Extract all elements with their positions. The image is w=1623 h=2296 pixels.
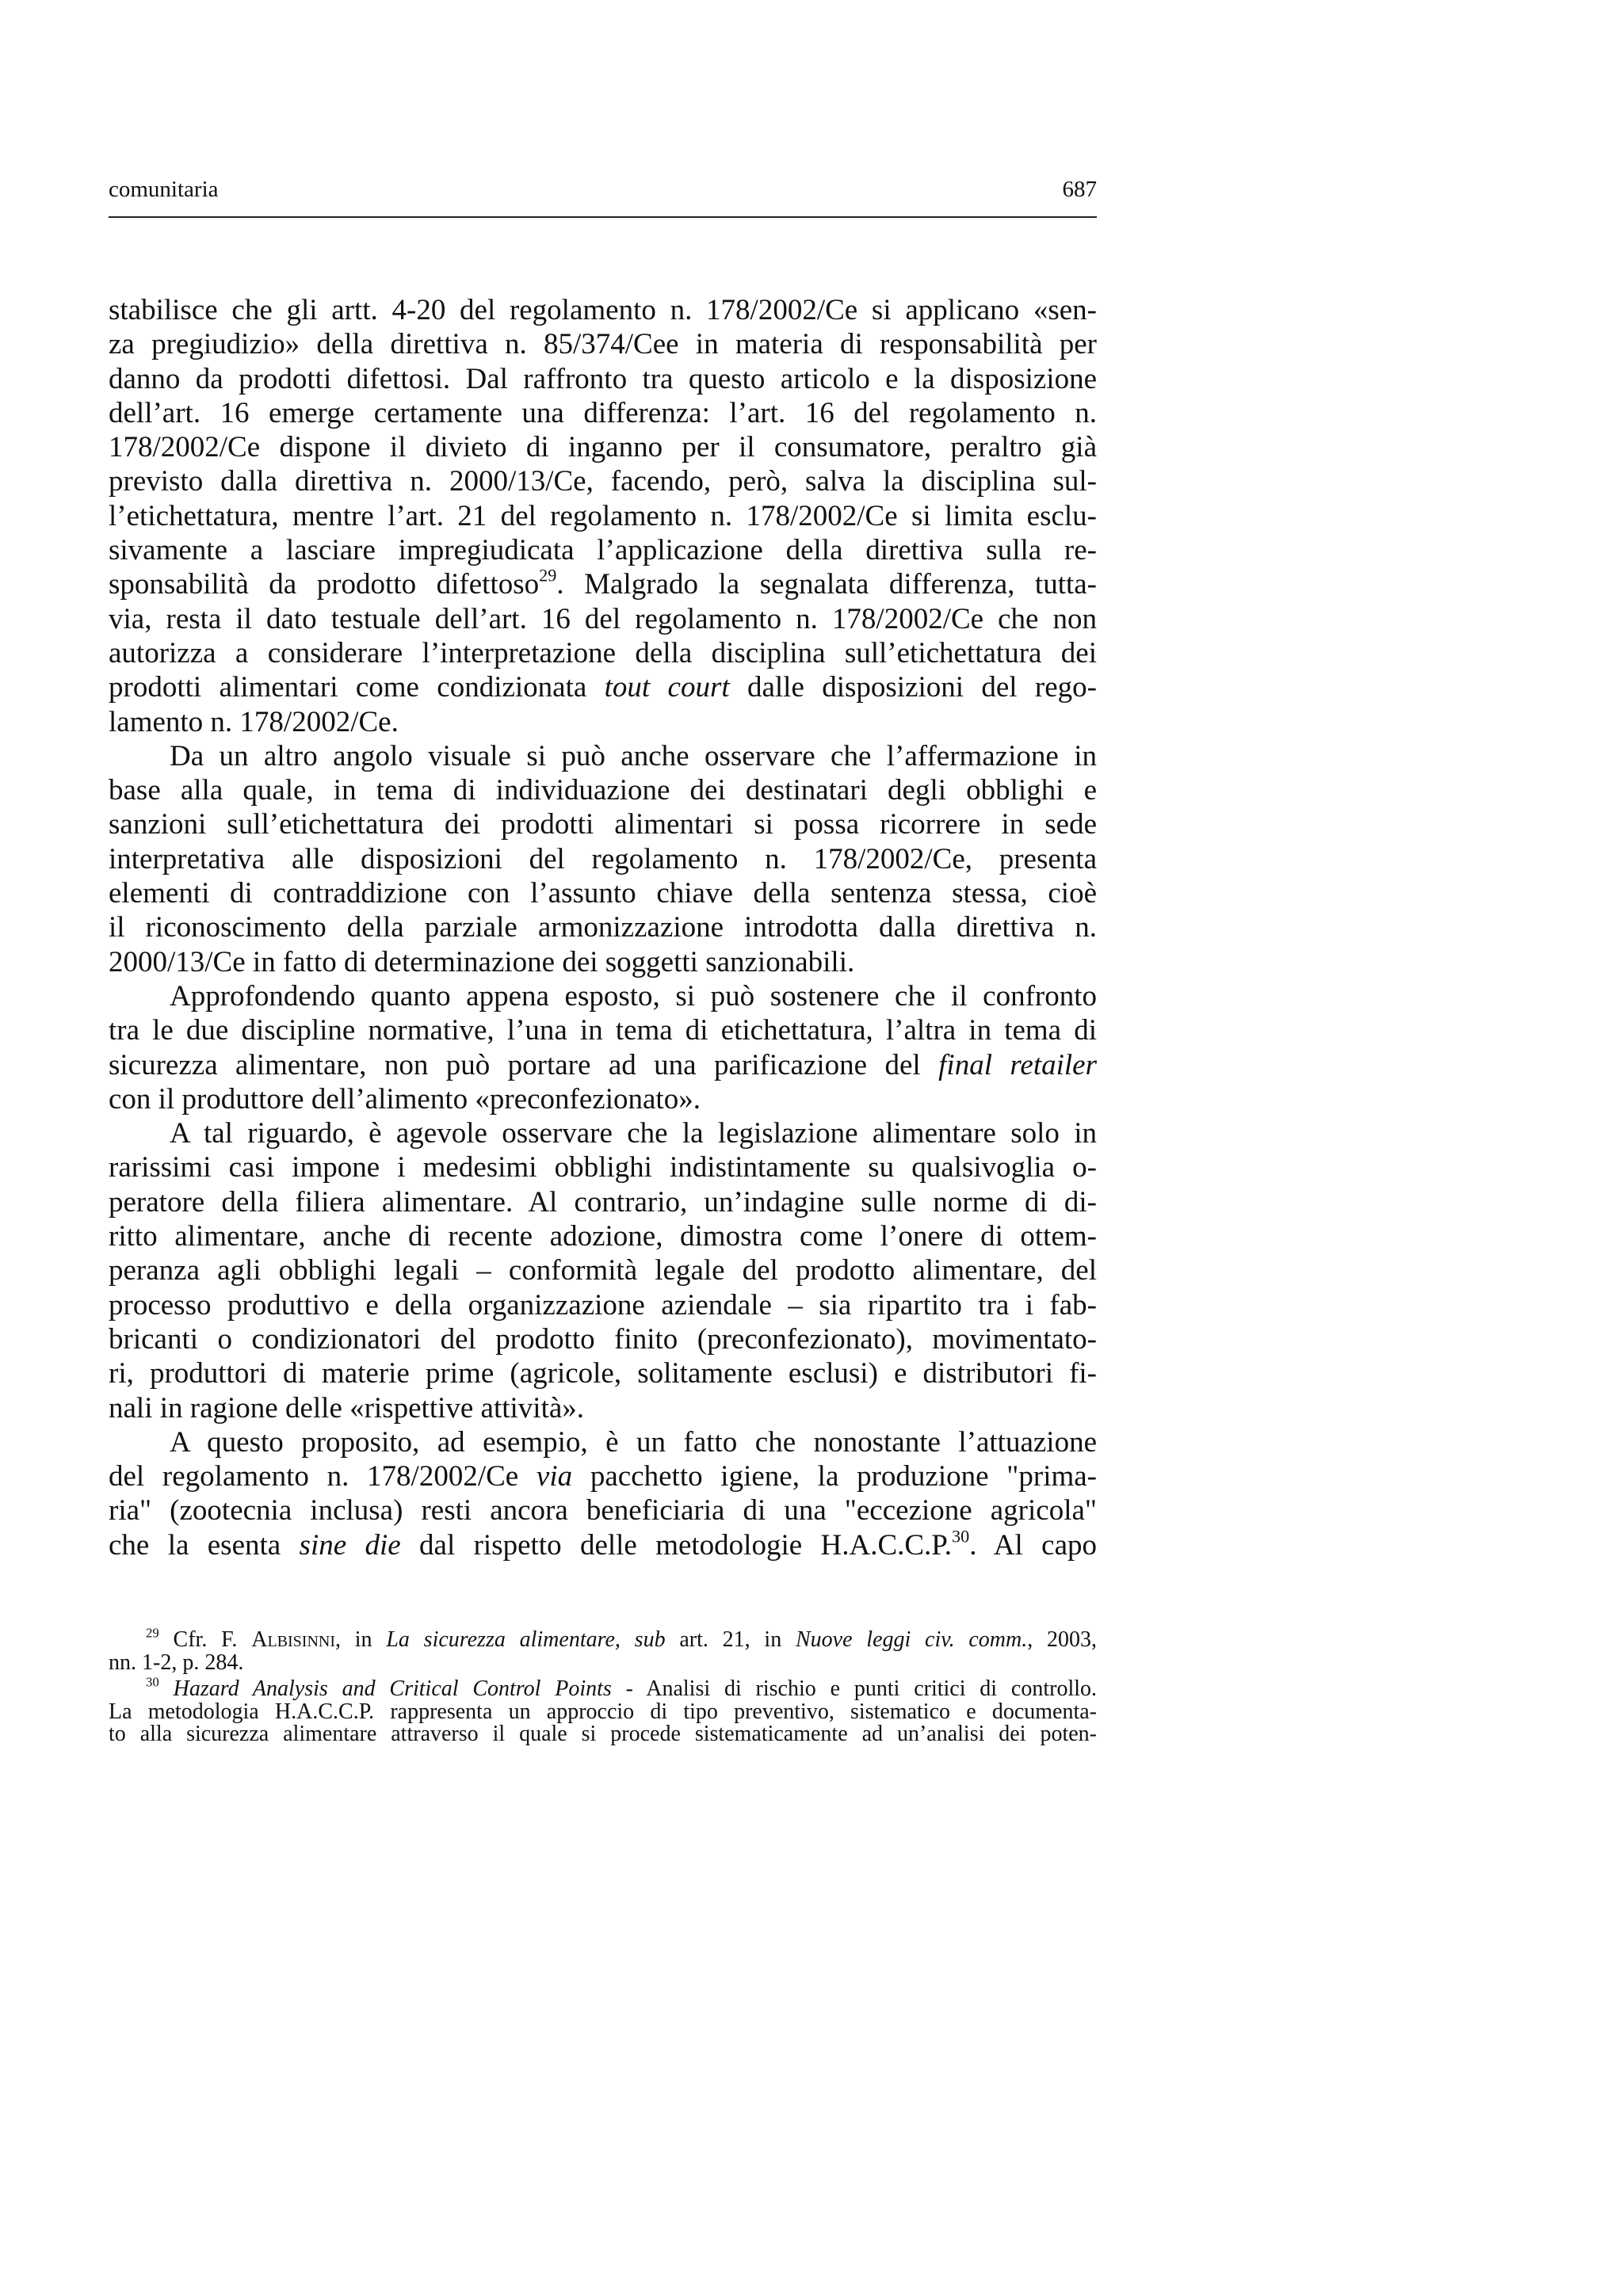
text-line: previsto dalla direttiva n. 2000/13/Ce, facendo, però, salva la disciplina sul-: [109, 465, 1097, 498]
footnote-line: [109, 1674, 1097, 1701]
author-name: Albisinni: [251, 1627, 335, 1652]
text-line: Approfondendo quanto appena esposto, si può sostenere che il confronto: [170, 979, 1097, 1013]
text-line: [109, 1459, 1097, 1493]
italic-term: final retailer: [938, 1048, 1098, 1081]
text-run: sicurezza alimentare, non può portare ad una parificazione del: [109, 1048, 939, 1081]
footnote-line: [109, 1625, 1098, 1652]
text-run: . Malgrado la segnalata differenza, tutta-: [556, 568, 1098, 601]
text-line: A tal riguardo, è agevole osservare che la legislazione alimentare solo in: [170, 1117, 1097, 1150]
text-line: peratore della filiera alimentare. Al contrario, un’indagine sulle norme di di-: [109, 1185, 1097, 1219]
italic-term: sine die: [299, 1528, 401, 1562]
text-run: prodotti alimentari come condizionata: [109, 671, 605, 704]
text-line: autorizza a considerare l’interpretazione della disciplina sull’etichettatura dei: [109, 636, 1097, 669]
paragraph-4: [109, 1116, 1097, 1425]
text-run: Cfr. F.: [158, 1627, 252, 1652]
text-line: za pregiudizio» della direttiva n. 85/374/Cee in materia di responsabilità per: [109, 328, 1097, 361]
text-run: dalle disposizioni del rego-: [729, 671, 1097, 704]
footnote-line: La metodologia H.A.C.C.P. rappresenta un approccio di tipo preventivo, sistematico e documenta-: [109, 1699, 1097, 1724]
paragraph-5: [109, 1425, 1097, 1562]
text-line: ri, produttori di materie prime (agricole, solitamente esclusi) e distributori fi-: [109, 1357, 1097, 1390]
text-line: tra le due discipline normative, l’una in tema di etichettatura, l’altra in tema di: [109, 1014, 1097, 1047]
text-line: peranza agli obblighi legali – conformità legale del prodotto alimentare, del: [109, 1254, 1097, 1287]
text-line: con il produttore dell’alimento «preconfezionato».: [109, 1082, 701, 1116]
page-number: 687: [1062, 177, 1097, 202]
text-line: [109, 1048, 1097, 1082]
italic-title: La sicurezza alimentare, sub: [386, 1627, 666, 1652]
text-run: . Al capo: [969, 1528, 1097, 1562]
text-line: dell’art. 16 emerge certamente una differenza: l’art. 16 del regolamento n.: [109, 396, 1097, 429]
footnote-29: [109, 1625, 1098, 1675]
italic-title: Hazard Analysis and Critical Control Points: [158, 1676, 612, 1701]
text-line: l’etichettatura, mentre l’art. 21 del regolamento n. 178/2002/Ce si limita esclu-: [109, 499, 1097, 532]
text-line: processo produttivo e della organizzazione aziendale – sia ripartito tra i fab-: [109, 1288, 1097, 1322]
book-page: [109, 0, 1097, 2296]
text-line: [109, 567, 1097, 601]
text-line: elementi di contraddizione con l’assunto chiave della sentenza stessa, cioè: [109, 877, 1097, 910]
text-run: del regolamento n. 178/2002/Ce: [109, 1460, 537, 1493]
text-run: pacchetto igiene, la produzione "prima-: [572, 1460, 1097, 1493]
footnote-ref-30[interactable]: 30: [952, 1526, 970, 1547]
text-line: ria" (zootecnia inclusa) resti ancora beneficiaria di una "eccezione agricola": [109, 1494, 1097, 1527]
text-line: 178/2002/Ce dispone il divieto di inganno per il consumatore, peraltro già: [109, 431, 1097, 464]
text-line: [109, 1528, 1097, 1562]
text-run: dal rispetto delle metodologie H.A.C.C.P.: [400, 1528, 953, 1562]
paragraph-3: [109, 979, 1097, 1116]
text-line: sanzioni sull’etichettatura dei prodotti alimentari si possa ricorrere in sede: [109, 808, 1097, 841]
running-title: comunitaria: [109, 177, 219, 202]
text-run: - Analisi di rischio e punti critici di controllo.: [611, 1676, 1097, 1701]
footnote-line: nn. 1-2, p. 284.: [109, 1650, 244, 1675]
text-run: art. 21, in: [665, 1627, 796, 1652]
text-line: rarissimi casi impone i medesimi obblighi indistintamente su qualsivoglia o-: [109, 1151, 1097, 1184]
footnote-30: [109, 1674, 1097, 1746]
italic-title: Nuove leggi civ. comm.: [795, 1627, 1028, 1652]
text-run: , 2003,: [1027, 1627, 1098, 1652]
text-line: base alla quale, in tema di individuazione dei destinatari degli obblighi e: [109, 774, 1097, 807]
paragraph-2: [109, 739, 1097, 979]
italic-term: via: [536, 1460, 573, 1493]
text-line: Da un altro angolo visuale si può anche osservare che l’affermazione in: [170, 739, 1097, 772]
text-run: che la esenta: [109, 1528, 300, 1562]
text-line: stabilisce che gli artt. 4-20 del regolamento n. 178/2002/Ce si applicano «sen-: [109, 294, 1097, 326]
italic-term: tout court: [604, 671, 730, 704]
footnote-ref-29[interactable]: 29: [539, 565, 557, 585]
text-line: sivamente a lasciare impregiudicata l’applicazione della direttiva sulla re-: [109, 534, 1097, 567]
text-line: A questo proposito, ad esempio, è un fatto che nonostante l’attuazione: [170, 1425, 1097, 1459]
text-line: ritto alimentare, anche di recente adozione, dimostra come l’onere di ottem-: [109, 1220, 1097, 1253]
text-line: lamento n. 178/2002/Ce.: [109, 705, 399, 738]
paragraph-1: [109, 293, 1097, 739]
text-run: , in: [335, 1627, 387, 1652]
text-line: nali in ragione delle «rispettive attività».: [109, 1391, 585, 1425]
text-run: sponsabilità da prodotto difettoso: [109, 568, 540, 601]
footnote-line: to alla sicurezza alimentare attraverso il quale si procede sistematicamente ad un’analisi dei poten-: [109, 1722, 1097, 1746]
footnote-number: 29: [146, 1625, 159, 1641]
text-line: bricanti o condizionatori del prodotto finito (preconfezionato), movimentato-: [109, 1322, 1097, 1356]
text-line: il riconoscimento della parziale armonizzazione introdotta dalla direttiva n.: [109, 911, 1097, 944]
text-line: interpretativa alle disposizioni del regolamento n. 178/2002/Ce, presenta: [109, 842, 1097, 875]
text-line: [109, 670, 1097, 704]
body-text: [109, 293, 1097, 1562]
text-line: danno da prodotti difettosi. Dal raffronto tra questo articolo e la disposizione: [109, 362, 1097, 395]
text-line: 2000/13/Ce in fatto di determinazione dei soggetti sanzionabili.: [109, 945, 855, 978]
footnote-number: 30: [146, 1674, 159, 1690]
running-header: [109, 174, 1097, 218]
footnotes: [109, 1625, 1098, 1746]
text-line: via, resta il dato testuale dell’art. 16 del regolamento n. 178/2002/Ce che non: [109, 602, 1097, 635]
